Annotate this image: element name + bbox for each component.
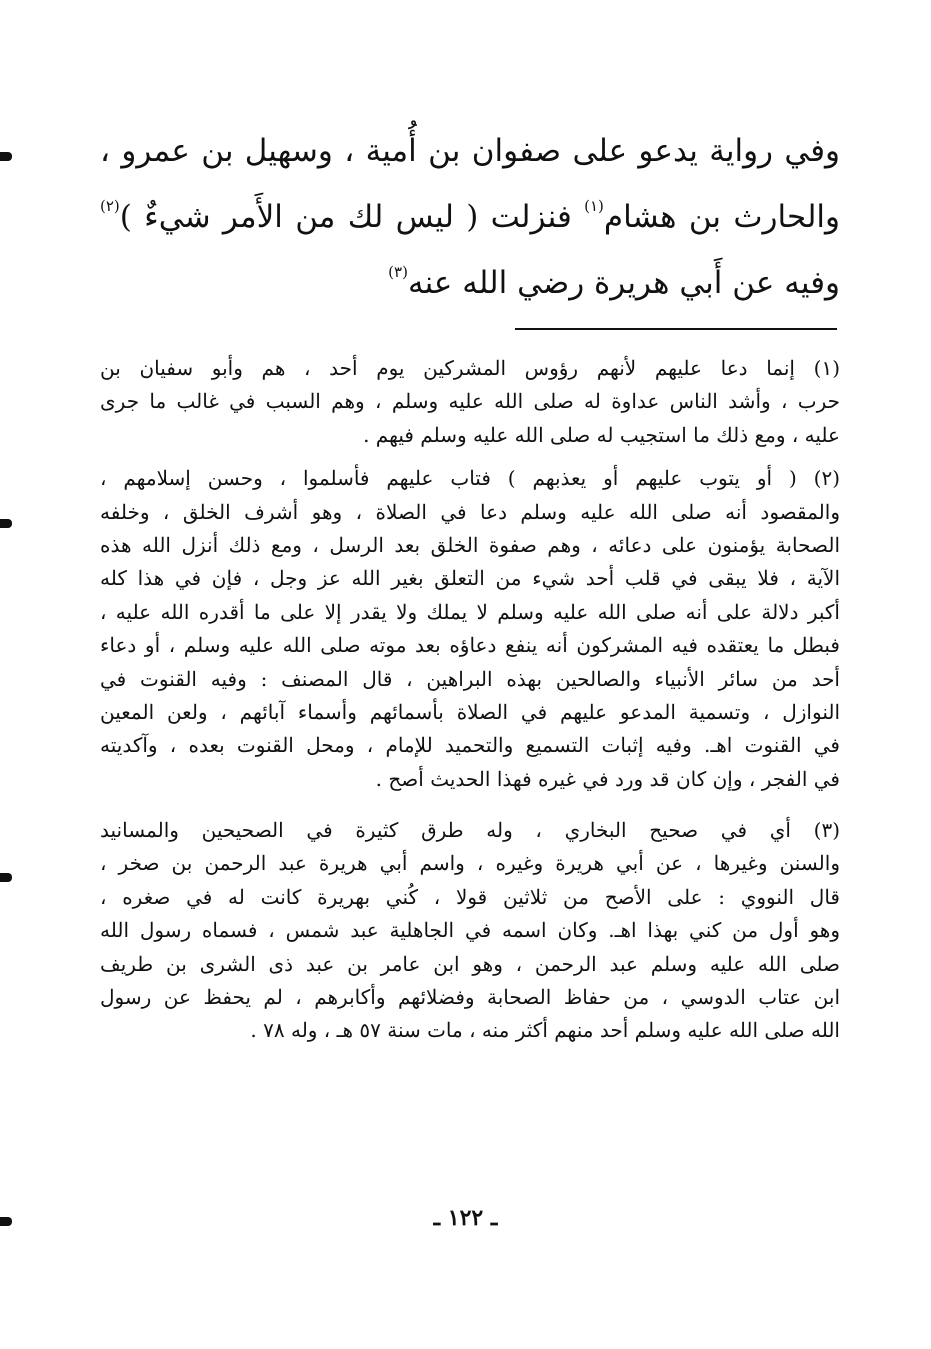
footnote-line: الله صلى الله عليه وسلم أحد منهم أكثر منه ، مات سنة ٥٧ هـ ، وله ٧٨ . [250, 1018, 840, 1043]
main-line-1: وفي رواية يدعو على صفوان بن أُمية ، وسهيل بن عمرو ، [100, 133, 840, 169]
footnote-ref-3: (٣) [388, 263, 408, 281]
footnotes [100, 352, 840, 1048]
footnote-line: ابن عتاب الدوسي ، من حفاظ الصحابة وفضلائهم وأكابرهم ، لم يحفظ عن رسول [100, 985, 840, 1010]
main-text [100, 118, 840, 316]
footnote-line: (٣) أي في صحيح البخاري ، وله طرق كثيرة في الصحيحين والمسانيد [100, 818, 840, 843]
binding-mark [0, 873, 12, 882]
footnote-ref-1: (١) [584, 197, 604, 215]
main-line-2-text-a: والحارث بن هشام [603, 199, 840, 235]
main-line-3-text: وفيه عن أَبي هريرة رضي الله عنه [407, 265, 840, 301]
footnote-separator [515, 328, 837, 330]
footnote-1 [100, 352, 840, 452]
page-number: ـ ١٢٢ ـ [433, 1205, 498, 1231]
footnote-line: أحد من سائر الأنبياء والصالحين بهذه البراهين ، قال المصنف : وفيه القنوت في [100, 666, 840, 691]
footnote-ref-2: (٢) [100, 197, 120, 215]
main-line-2-text-b: فنزلت ( ليس لك من الأَمر شيءٌ ) [119, 199, 585, 235]
footnote-line: عليه ، ومع ذلك ما استجيب له صلى الله عليه وسلم فيهم . [363, 422, 840, 447]
footnote-line: الصحابة يؤمنون على دعائه ، وهم صفوة الخلق بعد الرسل ، ومع ذلك أنزل الله هذه [100, 532, 840, 557]
binding-mark [0, 152, 12, 161]
footnote-line: في القنوت اهـ. وفيه إثبات التسميع والتحميد للإمام ، ومحل القنوت بعده ، وآكديته [100, 733, 840, 758]
footnote-spacer [100, 796, 840, 814]
footnote-line: أكبر دلالة على أنه صلى الله عليه وسلم لا يملك ولا يقدر إلا على ما أقدره الله عليه ، [100, 599, 840, 624]
main-line-3 [100, 250, 840, 316]
footnote-line: فبطل ما يعتقده فيه المشركون أنه ينفع دعاؤه بعد موته صلى الله عليه وسلم ، أو دعاء [100, 633, 840, 658]
footnote-line: صلى الله عليه وسلم عبد الرحمن ، وهو ابن عامر بن عبد ذى الشرى بن طريف [100, 951, 840, 976]
binding-mark [0, 1217, 12, 1226]
binding-mark [0, 519, 12, 528]
footnote-line: والسنن وغيرها ، عن أبي هريرة وغيره ، واسم أبي هريرة عبد الرحمن بن صخر ، [100, 851, 840, 876]
footnote-line: في الفجر ، وإن كان قد ورد في غيره فهذا الحديث أصح . [375, 766, 840, 791]
footnote-line: الآية ، فلا يبقى في قلب أحد شيء من التعلق بغير الله عز وجل ، فإن في هذا كله [100, 566, 840, 591]
footnote-spacer [100, 452, 840, 462]
footnote-3 [100, 814, 840, 1048]
footnote-2 [100, 462, 840, 796]
main-line-2 [100, 184, 840, 250]
footnote-line: وهو أول من كني بهذا اهـ. وكان اسمه في الجاهلية عبد شمس ، فسماه رسول الله [100, 918, 840, 943]
footnote-line: النوازل ، وتسمية المدعو عليهم في الصلاة بأسمائهم وأسماء آبائهم ، ولعن المعين [100, 699, 840, 724]
footnote-line: قال النووي : على الأصح من ثلاثين قولا ، كُني بهريرة كانت له في صغره ، [100, 884, 840, 909]
footnote-line: والمقصود أنه صلى الله عليه وسلم دعا في الصلاة ، وهو أشرف الخلق ، وخلفه [100, 499, 840, 524]
footnote-line: حرب ، وأشد الناس عداوة له صلى الله عليه وسلم ، وهم السبب في غالب ما جرى [100, 389, 840, 414]
footnote-line: (١) إنما دعا عليهم لأنهم رؤوس المشركين يوم أحد ، هم وأبو سفيان بن [100, 356, 840, 380]
footnote-line: (٢) ( أو يتوب عليهم أو يعذبهم ) فتاب عليهم فأسلموا ، وحسن إسلامهم ، [100, 466, 840, 491]
